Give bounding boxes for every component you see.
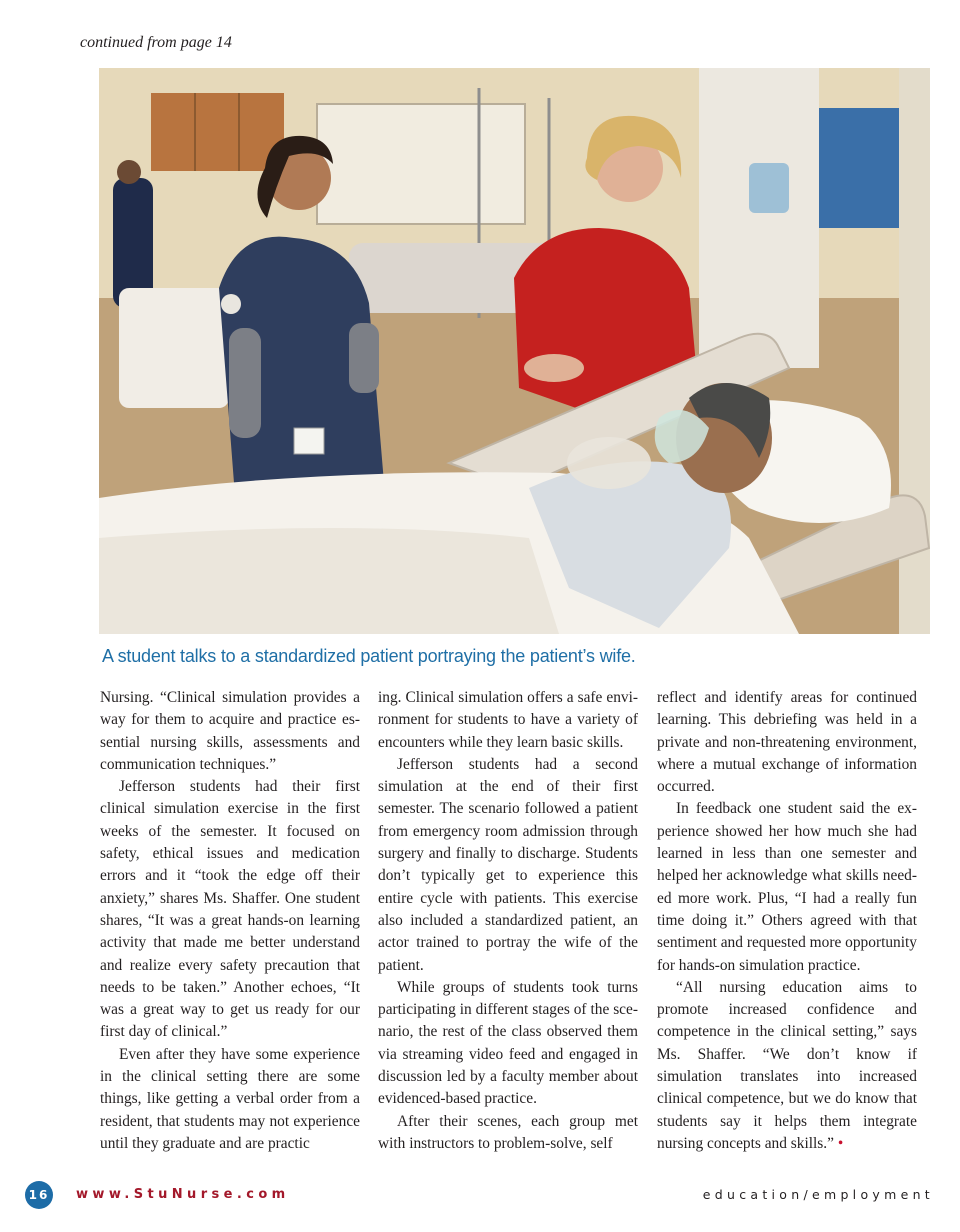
paragraph: reflect and identify areas for continued learning. This debriefing was held in a private and non-threatening environment, where a mutual exchange of information occurred. <box>657 689 917 796</box>
paragraph: Nursing. “Clinical simulation provides a way for them to acquire and practice essential nursing skills, assessments and communication techniques.” <box>100 689 360 773</box>
article-column-3 <box>657 687 917 1155</box>
article-column-2 <box>378 687 638 1155</box>
photo-illustration <box>99 68 930 634</box>
paragraph: Jefferson students had a second simulation at the end of their first semester. The scenario followed a patient from emergency room admission through surgery and finally to discharge. Students don’t typically get to experience this entire cycle with patients. This exercise also included a standardized patient, an actor trained to portray the wife of the patient. <box>378 755 638 974</box>
paragraph <box>657 977 917 1155</box>
paragraph: Even after they have some experience in the clinical setting there are some things, like getting a verbal order from a resident, that students may not experience until they graduate and are practic <box>100 1045 360 1152</box>
paragraph: ing. Clinical simulation offers a safe environment for students to have a variety of encounters while they learn basic skills. <box>378 689 638 751</box>
paragraph-text: “All nursing education aims to promote increased confidence and competence in the clinical setting,” says Ms. Shaffer. “We don’t know if simulation translates into increased clinical competence, but we do know that students say it helps them integrate nursing concepts and skills.” <box>657 978 917 1152</box>
photo-caption: A student talks to a standardized patient portraying the patient’s wife. <box>102 646 636 666</box>
paragraph: After their scenes, each group met with instructors to problem-solve, self <box>378 1112 638 1152</box>
page-number-badge: 16 <box>25 1181 53 1209</box>
end-of-article-mark: • <box>837 1134 844 1152</box>
paragraph: While groups of students took turns participating in different stages of the scenario, the rest of the class observed them via streaming video feed and engaged in discussion led by a faculty member about evidenced-based practice. <box>378 978 638 1108</box>
article-column-1 <box>100 687 360 1155</box>
article-photo <box>99 68 930 634</box>
paragraph: Jefferson students had their first clinical simulation exercise in the first weeks of the semester. It focused on safety, ethical issues and medication errors and it “took the edge off their anxiety,” shares Ms. Shaffer. One student shares, “It was a great hands-on learning activity that made me better understand and realize every safety precaution that needs to be taken.” Another echoes, “It was a great way to get us ready for our first day of clinical.” <box>100 778 360 1041</box>
continued-from-note: continued from page 14 <box>80 34 232 51</box>
paragraph: In feedback one student said the experience showed her how much she had learned in less than one semester and helped her acknowledge what skills needed more work. Plus, “I had a really fun time doing it.” Others agreed with that sentiment and requested more opportunity for hands-on simulation practice. <box>657 800 917 974</box>
section-label: education/employment <box>702 1187 934 1202</box>
site-url[interactable]: www.StuNurse.com <box>76 1187 290 1202</box>
